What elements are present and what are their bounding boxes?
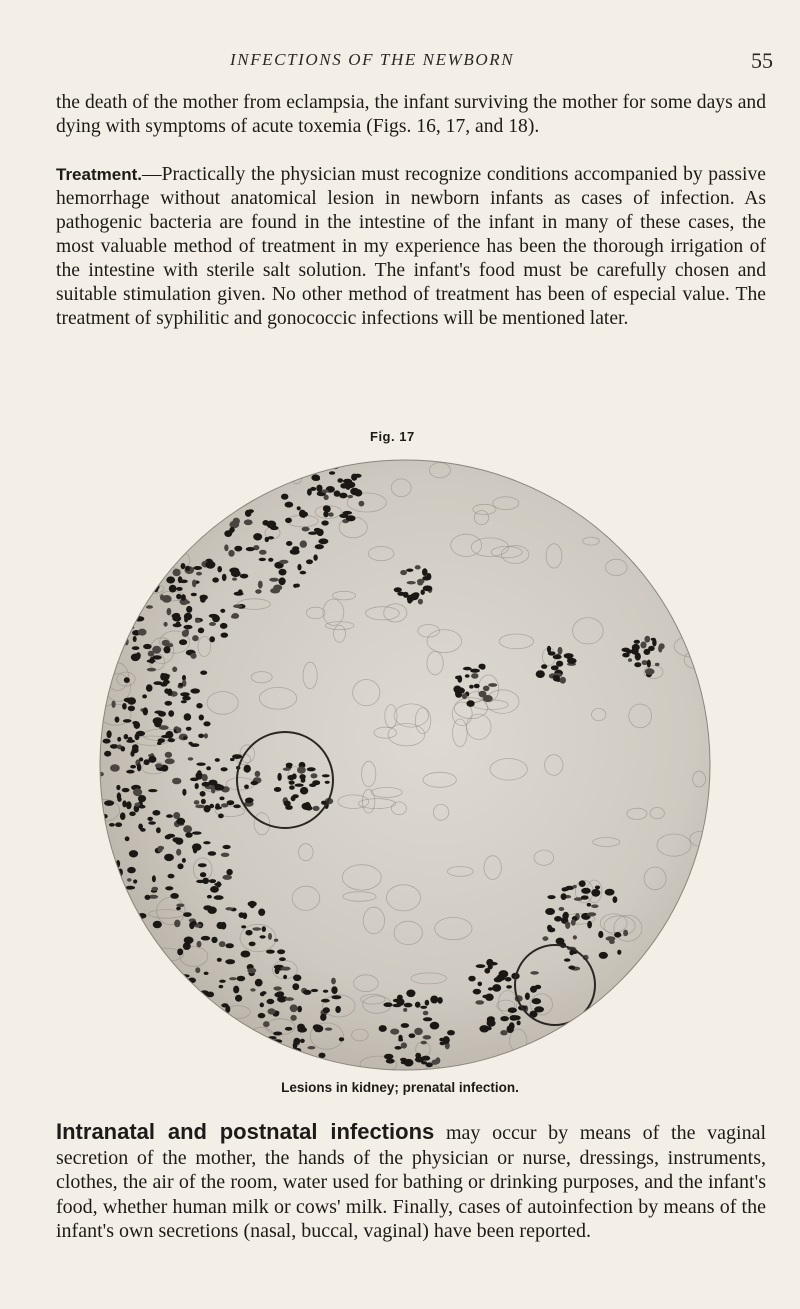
kidney-lesion-figure [85,455,725,1085]
treatment-body: —Practically the physician must recognize conditions accompanied by passive hemorrhage without anatomical lesion in newborn infants as cases of infection. As pathogenic bacteria are found in the intestine of the infant in many of these cases, the most valuable method of treatment in my experience has been the thorough irrigation of the intestine with sterile salt solution. The infant's food must be carefully chosen and suitable stimulation given. No other method of treatment has been of especial value. The treatment of syphilitic and gonococcic infections will be mentioned later. [56,164,766,329]
kidney-histology-illustration [85,455,725,1085]
page-number: 55 [751,48,773,73]
paragraph-eclampsia: the death of the mother from eclampsia, the infant surviving the mother for some days and dying with symptoms of acute toxemia (Figs. 16, 17, and 18). [56,92,766,137]
treatment-heading: Treatment. [56,165,142,184]
paragraph-treatment [56,163,766,331]
figure-label: Fig. 17 [370,429,415,444]
running-header: INFECTIONS OF THE NEWBORN [230,50,515,69]
paragraph-intranatal [56,1120,766,1244]
figure-caption: Lesions in kidney; prenatal infection. [281,1080,519,1095]
intranatal-body: may occur by means of the vaginal secretion of the mother, the hands of the physician or nurse, dressings, instruments, clothes, the air of the room, water used for bathing or drinking purposes, and the infant's food, whether human milk or cows' milk. Finally, cases of autoinfection by means of the infant's own secretions (nasal, buccal, vaginal) have been reported. [56,1122,767,1242]
intranatal-heading: Intranatal and postnatal infections [56,1119,435,1144]
